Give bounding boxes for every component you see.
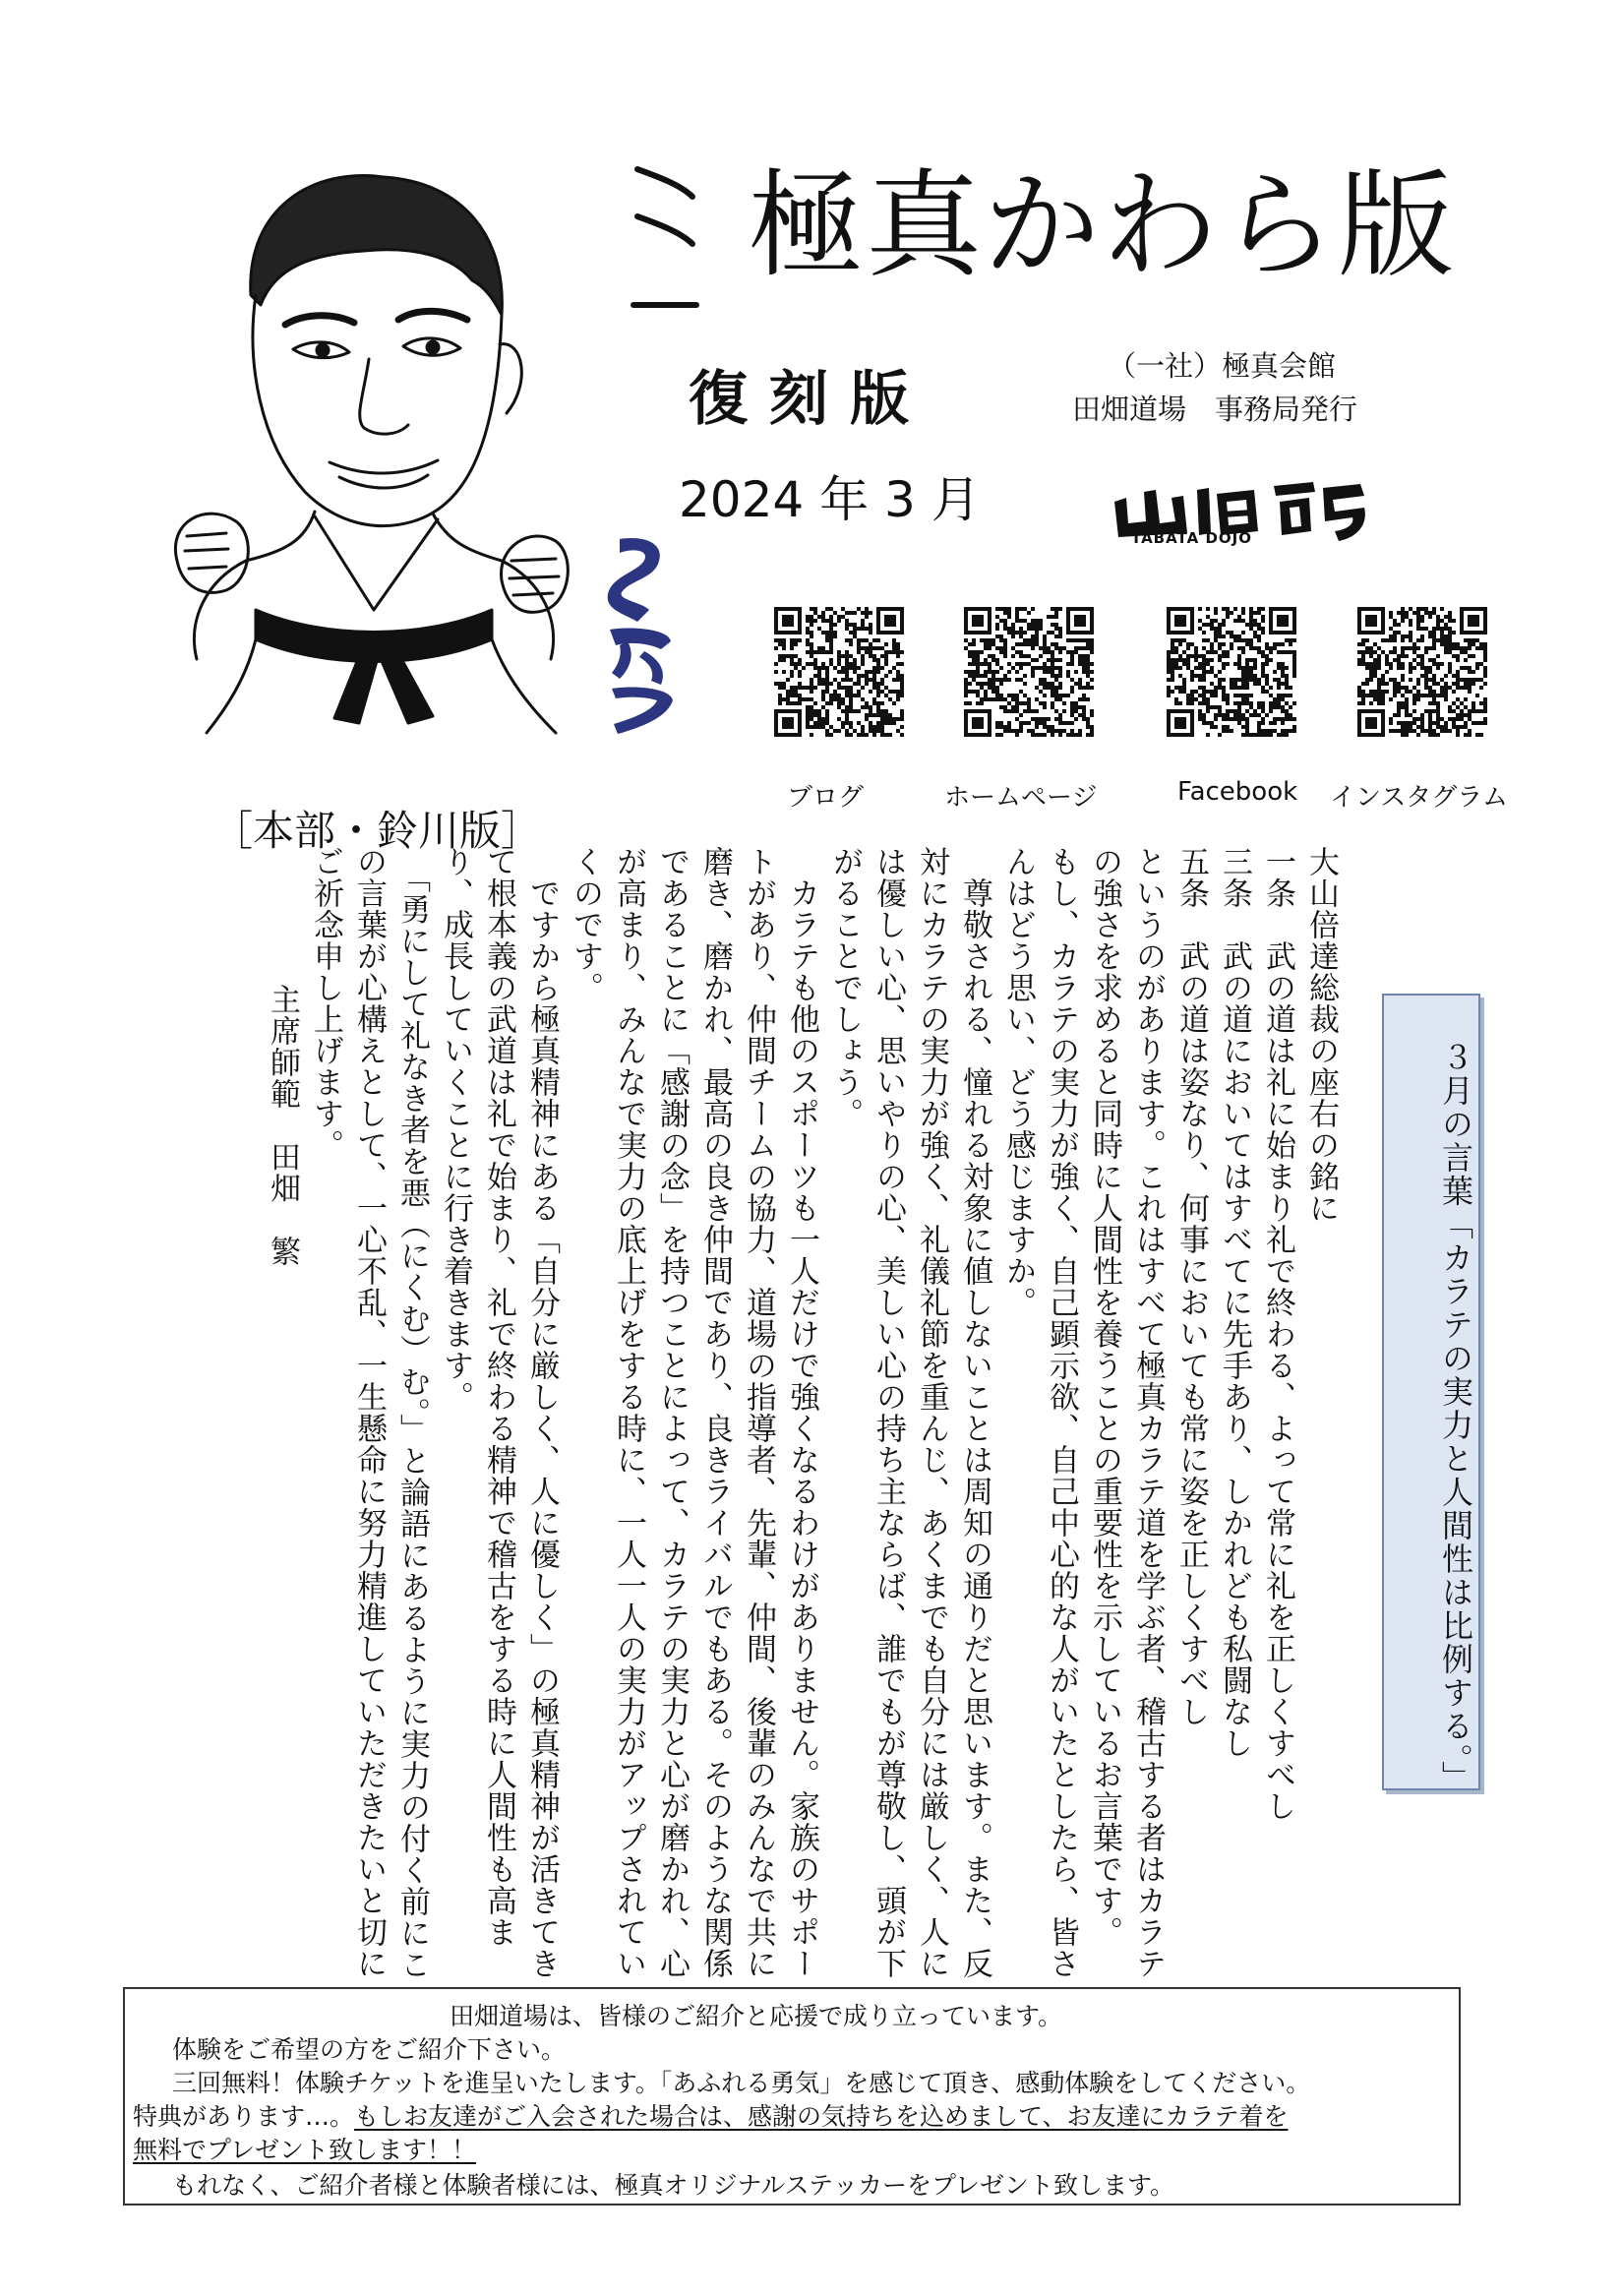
notice-line-1: 田畑道場は、皆様のご紹介と応援で成り立っています。 xyxy=(450,2002,1063,2030)
notice-line-4 xyxy=(133,2097,1289,2133)
article-paragraph: 尊敬される、憧れる対象に値しないことは周知の通りだと思います。また、反対にカラテの実力が強く、礼儀礼節を重んじ、あくまでも自分には厳しく、人には優しい心、思いやりの心、美しい心の持ち主ならば、誰でもが尊敬し、頭が下がることでしょう。 xyxy=(827,846,992,1979)
notice-line-4-underlined: もしお友達がご入会された場合は、感謝の気持ちを込めまして、お友達にカラテ着を xyxy=(354,2102,1289,2131)
notice-line-4-plain: 特典があります…。 xyxy=(133,2102,355,2131)
referral-notice-box xyxy=(123,1987,1461,2205)
qr-label-homepage: ホームページ xyxy=(944,783,1098,813)
article-paragraph: 五条 武の道は姿なり、何事においても常に姿を正しくすべし xyxy=(1173,846,1209,1727)
notice-line-5: 無料でプレゼント致します！！ xyxy=(133,2136,477,2164)
qr-code-facebook[interactable] xyxy=(1167,607,1296,737)
three-stroke-title-mark xyxy=(630,157,700,325)
article-paragraph: 一条 武の道は礼に始まり礼で終わる、よって常に礼を正しくすべし xyxy=(1260,846,1295,1822)
notice-line-3: 三回無料！体験チケットを進呈いたします。「あふれる勇気」を感じて頂き、感動体験をしてください。 xyxy=(172,2069,1311,2097)
publisher-line-2: 田畑道場 事務局発行 xyxy=(1072,393,1358,426)
kyokushin-brush-calligraphy xyxy=(590,531,689,738)
qr-label-blog: ブログ xyxy=(787,783,865,813)
newsletter-title: 極真かわら版 xyxy=(748,157,1457,293)
monthly-quote-text: ３月の言葉「カラテの実力と人間性は比例する。」 xyxy=(1437,1041,1474,1794)
article-paragraph: カラテも他のスポーツも一人だけで強くなるわけがありません。家族のサポートがあり、仲間チームの協力、道場の指導者、先輩、仲間、後輩のみんなで共に磨き、磨かれ、最高の良き仲間であり、良きライバルでもある。そのような関係であることに「感謝の念」を持つことによって、カラテの実力と心が磨かれ、心が高まり、みんなで実力の底上げをする時に、一人一人の実力がアップされていくのです。 xyxy=(568,846,819,1979)
article-paragraph: 「勇にして礼なき者を悪（にくむ）む。」と論語にあるように実力の付く前にこの言葉が心構えとして、一心不乱、一生懸命に努力精進していただきたいと切にご祈念申し上げます。 xyxy=(308,846,430,1980)
qr-label-instagram: インスタグラム xyxy=(1330,783,1508,813)
issue-date: 2024 年 3 月 xyxy=(679,471,981,528)
qr-code-homepage[interactable] xyxy=(964,607,1094,737)
notice-line-6: もれなく、ご紹介者様と体験者様には、極真オリジナルステッカーをプレゼント致します。 xyxy=(172,2171,1175,2200)
qr-label-facebook: Facebook xyxy=(1177,777,1298,807)
article-paragraph: 大山倍達総裁の座右の銘に xyxy=(1303,846,1339,1224)
publisher-info xyxy=(1072,344,1357,431)
notice-line-2: 体験をご希望の方をご紹介下さい。 xyxy=(172,2035,567,2064)
article-body xyxy=(192,846,1343,1997)
article-paragraph: ですから極真精神にある「自分に厳しく、人に優しく」の極真精神が活きてきて根本義の武道は礼で始まり、礼で終わる精神で稽古をする時に人間性も高まり、成長していくことに行き着きます。 xyxy=(438,846,560,1979)
article-signature: 主席師範 田畑 繁 xyxy=(265,984,300,1267)
newsletter-subtitle: 復刻版 xyxy=(689,365,931,434)
tabata-dojo-brush-logo xyxy=(1107,472,1372,561)
karate-caricature-illustration xyxy=(167,148,580,738)
article-paragraph: 三条 武の道においてはすべてに先手あり、しかれども私闘なし xyxy=(1217,846,1252,1759)
qr-code-blog[interactable] xyxy=(774,607,904,737)
qr-code-instagram[interactable] xyxy=(1357,607,1487,737)
article-paragraph: もし、カラテの実力が強く、自己顕示欲、自己中心的な人がいたとしたら、皆さんはどう思い、どう感じますか。 xyxy=(1000,846,1079,1979)
article-paragraph: というのがあります。これはすべて極真カラテ道を学ぶ者、稽古する者はカラテの強さを求めると同時に人間性を養うことの重要性を示しているお言葉です。 xyxy=(1087,846,1166,1979)
publisher-line-1: （一社）極真会館 xyxy=(1108,349,1337,383)
section-label: ［本部・鈴川版］ xyxy=(211,807,543,855)
dojo-logo-subtext: TABATA DOJO xyxy=(1131,529,1252,547)
